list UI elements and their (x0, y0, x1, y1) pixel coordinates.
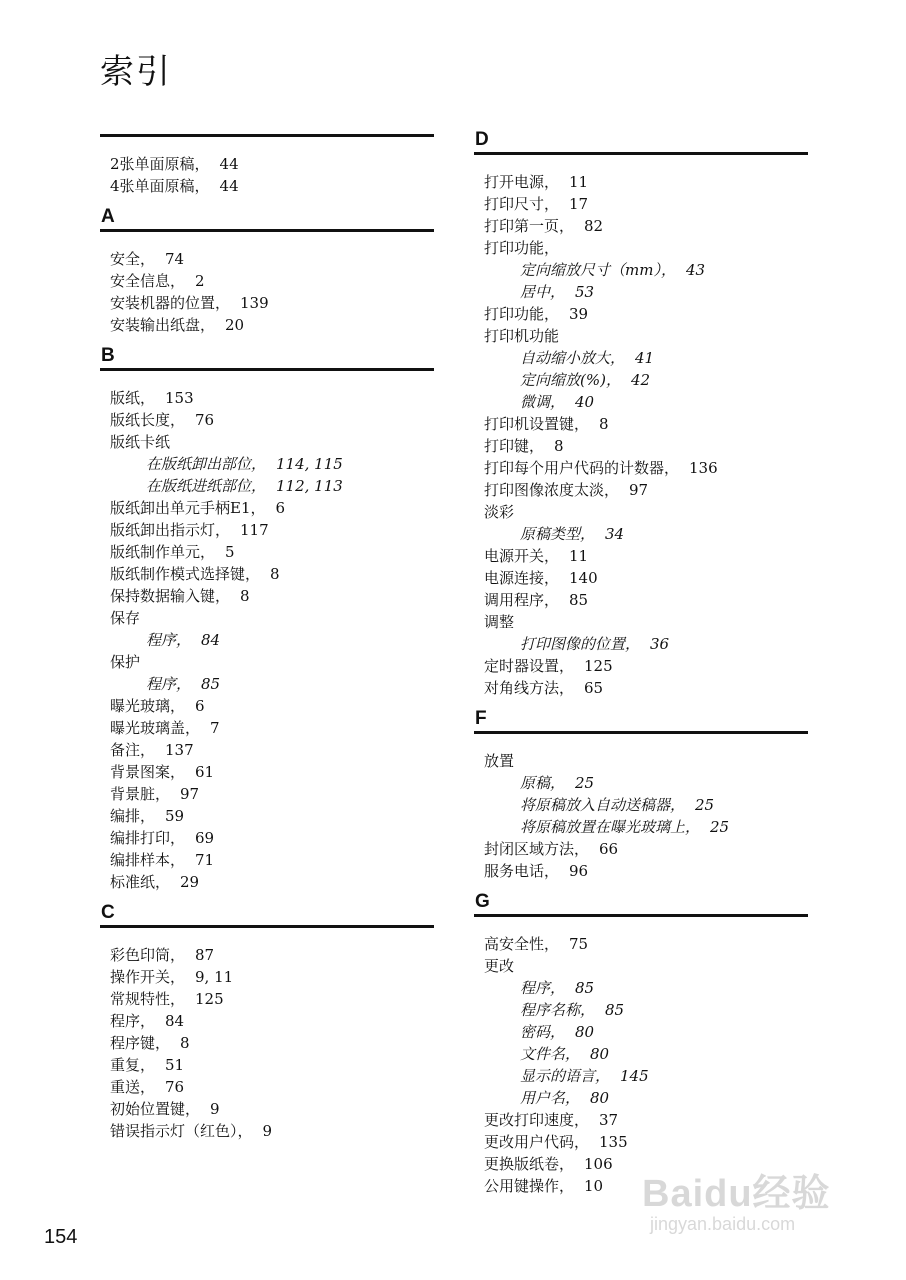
index-section (100, 344, 434, 901)
entry-term: 重送， (110, 1078, 156, 1096)
entry-page-ref: 9, 11 (195, 968, 234, 986)
index-subentry (484, 1065, 808, 1087)
entry-page-ref: 59 (165, 807, 185, 825)
entry-page-ref: 112, 113 (276, 477, 343, 495)
entry-page-ref: 37 (599, 1111, 619, 1129)
entry-page-ref: 11 (569, 547, 589, 565)
entry-term: 4张单面原稿， (110, 177, 210, 195)
entry-term: 将原稿放置在曝光玻璃上， (520, 818, 701, 836)
index-section (100, 205, 434, 344)
index-entry (110, 541, 434, 563)
entry-term: 程序， (110, 1012, 156, 1030)
index-entry (110, 717, 434, 739)
index-entry (110, 431, 434, 453)
entry-term: 曝光玻璃， (110, 697, 186, 715)
index-entry (110, 1098, 434, 1120)
entry-page-ref: 25 (575, 774, 595, 792)
entry-page-ref: 125 (195, 990, 224, 1008)
entry-page-ref: 39 (569, 305, 589, 323)
entry-term: 编排打印， (110, 829, 186, 847)
index-entry (484, 215, 808, 237)
entry-page-ref: 41 (635, 349, 655, 367)
entry-page-ref: 76 (195, 411, 215, 429)
index-entry (110, 387, 434, 409)
index-entry (484, 413, 808, 435)
index-entry (110, 944, 434, 966)
page-title: 索引 (100, 52, 172, 92)
entry-page-ref: 97 (180, 785, 200, 803)
entry-term: 保存 (110, 609, 141, 627)
index-entry (110, 739, 434, 761)
index-section (100, 134, 434, 205)
entry-page-ref: 8 (240, 587, 250, 605)
entry-term: 保持数据输入键， (110, 587, 231, 605)
entry-page-ref: 114, 115 (276, 455, 343, 473)
entry-list (100, 371, 434, 901)
entry-page-ref: 84 (201, 631, 221, 649)
index-subentry (484, 391, 808, 413)
entry-term: 对角线方法， (484, 679, 575, 697)
entry-page-ref: 36 (650, 635, 670, 653)
index-subentry (484, 1043, 808, 1065)
entry-term: 原稿类型， (520, 525, 596, 543)
entry-list (474, 155, 808, 707)
entry-page-ref: 136 (689, 459, 718, 477)
entry-page-ref: 8 (270, 565, 280, 583)
entry-term: 备注， (110, 741, 156, 759)
entry-term: 更改 (484, 957, 515, 975)
index-entry (484, 1109, 808, 1131)
index-entry (110, 270, 434, 292)
entry-page-ref: 65 (584, 679, 604, 697)
section-heading: A (100, 205, 434, 232)
entry-page-ref: 6 (275, 499, 286, 517)
index-subentry (484, 523, 808, 545)
entry-term: 封闭区域方法， (484, 840, 590, 858)
entry-term: 居中， (520, 283, 566, 301)
entry-term: 将原稿放入自动送稿器， (520, 796, 686, 814)
index-entry (110, 497, 434, 519)
index-entry (110, 585, 434, 607)
entry-term: 版纸制作模式选择键， (110, 565, 261, 583)
entry-page-ref: 135 (599, 1133, 628, 1151)
entry-page-ref: 66 (599, 840, 619, 858)
entry-page-ref: 75 (569, 935, 589, 953)
entry-term: 编排样本， (110, 851, 186, 869)
entry-page-ref: 80 (590, 1089, 610, 1107)
entry-term: 高安全性， (484, 935, 560, 953)
entry-page-ref: 6 (195, 697, 205, 715)
index-entry (484, 457, 808, 479)
entry-page-ref: 5 (225, 543, 235, 561)
entry-page-ref: 71 (195, 851, 215, 869)
entry-page-ref: 80 (575, 1023, 595, 1041)
entry-term: 版纸卸出单元手柄E1， (110, 499, 266, 517)
section-heading: G (474, 890, 808, 917)
page-number: 154 (44, 1226, 78, 1248)
entry-page-ref: 25 (695, 796, 715, 814)
entry-page-ref: 74 (165, 250, 185, 268)
entry-term: 微调， (520, 393, 566, 411)
entry-term: 版纸卸出指示灯， (110, 521, 231, 539)
index-entry (110, 783, 434, 805)
index-section (474, 707, 808, 890)
index-entry (110, 1120, 434, 1142)
entry-term: 放置 (484, 752, 515, 770)
section-heading: F (474, 707, 808, 734)
entry-term: 用户名， (520, 1089, 581, 1107)
entry-page-ref: 34 (605, 525, 625, 543)
index-subentry (484, 816, 808, 838)
entry-term: 打印第一页， (484, 217, 575, 235)
entry-term: 版纸卡纸 (110, 433, 171, 451)
entry-page-ref: 87 (195, 946, 215, 964)
entry-page-ref: 97 (629, 481, 649, 499)
entry-term: 调整 (484, 613, 515, 631)
entry-term: 原稿， (520, 774, 566, 792)
index-entry (484, 589, 808, 611)
entry-term: 定向缩放尺寸（mm）， (520, 261, 676, 279)
index-entry (110, 988, 434, 1010)
index-entry (110, 871, 434, 893)
entry-term: 背景脏， (110, 785, 171, 803)
index-entry (484, 860, 808, 882)
entry-term: 调用程序， (484, 591, 560, 609)
entry-page-ref: 17 (569, 195, 589, 213)
index-entry (110, 563, 434, 585)
entry-page-ref: 43 (685, 261, 706, 279)
index-entry (110, 292, 434, 314)
entry-page-ref: 106 (584, 1155, 613, 1173)
entry-term: 安全信息， (110, 272, 186, 290)
index-subentry (110, 453, 434, 475)
entry-page-ref: 82 (584, 217, 604, 235)
entry-term: 打印功能， (484, 239, 560, 257)
entry-page-ref: 85 (575, 979, 595, 997)
entry-term: 打印图像的位置， (520, 635, 641, 653)
entry-list (100, 137, 434, 205)
entry-page-ref: 20 (225, 316, 245, 334)
entry-page-ref: 11 (569, 173, 589, 191)
index-column-right (474, 128, 808, 1205)
entry-term: 初始位置键， (110, 1100, 201, 1118)
index-entry (110, 1010, 434, 1032)
index-entry (110, 1054, 434, 1076)
index-subentry (484, 259, 808, 281)
index-entry (484, 303, 808, 325)
entry-page-ref: 125 (584, 657, 613, 675)
entry-term: 密码， (520, 1023, 566, 1041)
entry-page-ref: 137 (165, 741, 194, 759)
index-subentry (484, 999, 808, 1021)
index-entry (110, 248, 434, 270)
entry-term: 程序键， (110, 1034, 171, 1052)
index-entry (110, 805, 434, 827)
entry-page-ref: 139 (240, 294, 269, 312)
entry-term: 在版纸卸出部位， (146, 455, 267, 473)
entry-term: 文件名， (520, 1045, 581, 1063)
entry-term: 安装机器的位置， (110, 294, 231, 312)
index-section (100, 901, 434, 1150)
entry-list (100, 232, 434, 344)
index-entry (110, 827, 434, 849)
entry-page-ref: 40 (575, 393, 595, 411)
entry-page-ref: 44 (219, 155, 239, 173)
entry-page-ref: 51 (165, 1056, 185, 1074)
index-section (474, 128, 808, 707)
entry-page-ref: 9 (262, 1122, 273, 1140)
entry-page-ref: 42 (630, 371, 651, 389)
entry-page-ref: 96 (569, 862, 589, 880)
entry-page-ref: 29 (180, 873, 200, 891)
entry-term: 标准纸， (110, 873, 171, 891)
index-subentry (484, 1087, 808, 1109)
entry-term: 显示的语言， (520, 1067, 611, 1085)
entry-page-ref: 153 (165, 389, 194, 407)
index-entry (110, 1032, 434, 1054)
entry-term: 编排， (110, 807, 156, 825)
index-entry (110, 849, 434, 871)
entry-list (100, 928, 434, 1150)
index-entry (110, 175, 434, 197)
entry-term: 背景图案， (110, 763, 186, 781)
index-entry (110, 966, 434, 988)
entry-term: 打印机功能 (484, 327, 560, 345)
index-entry (484, 545, 808, 567)
index-entry (110, 519, 434, 541)
entry-page-ref: 140 (569, 569, 598, 587)
index-subentry (484, 369, 808, 391)
watermark-url: jingyan.baidu.com (650, 1214, 796, 1234)
entry-term: 服务电话， (484, 862, 560, 880)
entry-term: 更改用户代码， (484, 1133, 590, 1151)
index-entry (110, 153, 434, 175)
entry-term: 电源连接， (484, 569, 560, 587)
index-entry (110, 761, 434, 783)
entry-term: 2张单面原稿， (110, 155, 210, 173)
section-heading: B (100, 344, 434, 371)
entry-term: 常规特性， (110, 990, 186, 1008)
section-heading: D (474, 128, 808, 155)
entry-page-ref: 76 (165, 1078, 185, 1096)
index-entry (110, 409, 434, 431)
entry-term: 操作开关， (110, 968, 186, 986)
entry-term: 在版纸进纸部位， (146, 477, 267, 495)
entry-page-ref: 25 (710, 818, 730, 836)
entry-term: 打印每个用户代码的计数器， (484, 459, 680, 477)
index-entry (484, 567, 808, 589)
entry-page-ref: 117 (240, 521, 269, 539)
index-entry (484, 435, 808, 457)
entry-page-ref: 8 (599, 415, 609, 433)
entry-term: 打印键， (484, 437, 545, 455)
index-entry (484, 655, 808, 677)
entry-term: 安全， (110, 250, 156, 268)
entry-page-ref: 44 (219, 177, 239, 195)
entry-page-ref: 84 (165, 1012, 185, 1030)
entry-term: 打印图像浓度太淡， (484, 481, 620, 499)
index-subentry (484, 1021, 808, 1043)
index-subentry (484, 633, 808, 655)
index-entry (484, 750, 808, 772)
index-column-left (100, 134, 434, 1150)
index-entry (484, 325, 808, 347)
index-entry (110, 695, 434, 717)
index-subentry (110, 629, 434, 651)
entry-page-ref: 80 (590, 1045, 610, 1063)
entry-term: 版纸， (110, 389, 156, 407)
entry-term: 安装输出纸盘， (110, 316, 216, 334)
entry-page-ref: 9 (210, 1100, 220, 1118)
entry-term: 打印机设置键， (484, 415, 590, 433)
entry-term: 程序， (520, 979, 566, 997)
entry-term: 公用键操作， (484, 1177, 575, 1195)
index-entry (484, 677, 808, 699)
entry-term: 打印尺寸， (484, 195, 560, 213)
index-subentry (484, 281, 808, 303)
entry-term: 定时器设置， (484, 657, 575, 675)
entry-list (474, 734, 808, 890)
entry-page-ref: 2 (195, 272, 205, 290)
entry-term: 版纸制作单元， (110, 543, 216, 561)
index-subentry (484, 772, 808, 794)
entry-term: 保护 (110, 653, 141, 671)
index-entry (484, 955, 808, 977)
index-entry (110, 607, 434, 629)
entry-term: 打开电源， (484, 173, 560, 191)
index-entry (110, 314, 434, 336)
baidu-watermark-logo: Baidu经验 (642, 1173, 831, 1215)
index-subentry (110, 673, 434, 695)
entry-page-ref: 85 (569, 591, 589, 609)
entry-page-ref: 7 (210, 719, 220, 737)
entry-term: 错误指示灯（红色）， (110, 1122, 253, 1140)
entry-term: 打印功能， (484, 305, 560, 323)
index-subentry (484, 794, 808, 816)
index-entry (484, 193, 808, 215)
entry-term: 重复， (110, 1056, 156, 1074)
index-entry (484, 479, 808, 501)
entry-term: 程序， (146, 675, 192, 693)
index-subentry (484, 347, 808, 369)
entry-term: 淡彩 (484, 503, 515, 521)
index-entry (110, 1076, 434, 1098)
entry-page-ref: 145 (620, 1067, 649, 1085)
entry-page-ref: 10 (584, 1177, 604, 1195)
entry-term: 曝光玻璃盖， (110, 719, 201, 737)
entry-page-ref: 69 (195, 829, 215, 847)
entry-page-ref: 61 (195, 763, 215, 781)
entry-term: 程序名称， (520, 1001, 596, 1019)
index-entry (484, 171, 808, 193)
index-entry (484, 933, 808, 955)
entry-page-ref: 8 (554, 437, 564, 455)
entry-page-ref: 85 (605, 1001, 625, 1019)
entry-term: 自动缩小放大， (520, 349, 626, 367)
entry-page-ref: 85 (201, 675, 221, 693)
entry-term: 程序， (146, 631, 192, 649)
entry-term: 版纸长度， (110, 411, 186, 429)
index-entry (110, 651, 434, 673)
index-subentry (110, 475, 434, 497)
entry-page-ref: 8 (180, 1034, 190, 1052)
entry-term: 定向缩放(%)， (520, 371, 621, 389)
index-entry (484, 501, 808, 523)
entry-term: 彩色印筒， (110, 946, 186, 964)
index-subentry (484, 977, 808, 999)
entry-term: 更换版纸卷， (484, 1155, 575, 1173)
watermark (630, 1140, 870, 1250)
index-entry (484, 237, 808, 259)
index-entry (484, 611, 808, 633)
index-entry (484, 838, 808, 860)
entry-term: 电源开关， (484, 547, 560, 565)
entry-page-ref: 53 (575, 283, 595, 301)
section-heading: C (100, 901, 434, 928)
entry-term: 更改打印速度， (484, 1111, 590, 1129)
